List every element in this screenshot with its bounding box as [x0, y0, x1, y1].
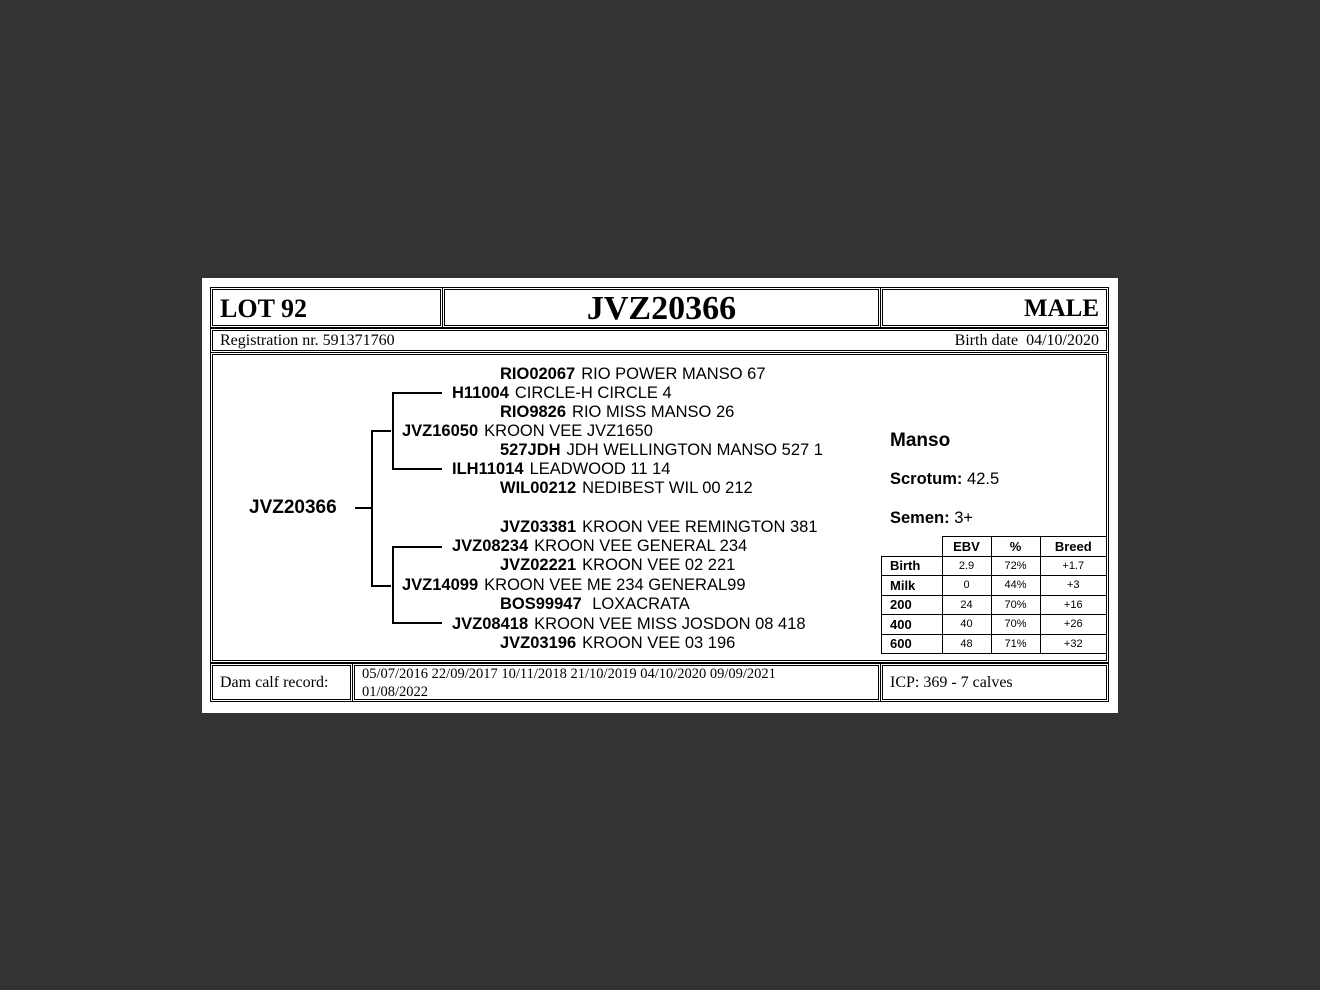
dam-calf-label-box — [210, 663, 353, 702]
pedigree-dam-sire — [452, 537, 747, 556]
ebv-table-header — [882, 537, 1107, 557]
lot-card — [202, 278, 1118, 713]
pedigree-name: KROON VEE GENERAL 234 — [534, 537, 748, 555]
pedigree-trunk-line — [371, 430, 373, 587]
pedigree-dam-dam-sire — [500, 595, 690, 614]
ebv-trait: Birth — [882, 556, 943, 576]
table-row — [882, 615, 1107, 635]
pedigree-name: RIO MISS MANSO 26 — [572, 403, 735, 421]
pedigree-dam-sire-sire — [500, 518, 818, 537]
ebv-value: 0 — [942, 576, 991, 596]
dam-calf-label: Dam calf record: — [220, 674, 329, 691]
pedigree-name: KROON VEE ME 234 GENERAL99 — [484, 576, 746, 594]
pedigree-code: BOS99947 — [500, 595, 582, 613]
pedigree-code: JVZ03196 — [500, 634, 577, 652]
pedigree-dam-dam-connector — [392, 622, 442, 624]
pedigree-sire-sire-dam — [500, 403, 734, 422]
ebv-breed-avg: +26 — [1040, 615, 1107, 635]
ebv-header-ebv: EBV — [942, 537, 991, 557]
ebv-accuracy: 71% — [991, 634, 1040, 654]
ebv-breed-avg: +1.7 — [1040, 556, 1107, 576]
sex-label: MALE — [1024, 295, 1099, 322]
birth-date: Birth date 04/10/2020 — [954, 332, 1099, 349]
pedigree-dam-dam-dam — [500, 634, 735, 653]
icp-value: ICP: 369 - 7 calves — [890, 674, 1013, 691]
pedigree-name: KROON VEE JVZ1650 — [484, 422, 653, 440]
lot-box — [210, 287, 443, 328]
pedigree-name: LOXACRATA — [587, 595, 690, 613]
pedigree-name: RIO POWER MANSO 67 — [581, 365, 766, 383]
semen-value: 3+ — [954, 509, 974, 527]
animal-id-box — [442, 287, 881, 328]
table-row — [882, 634, 1107, 654]
ebv-trait: 600 — [882, 634, 943, 654]
pedigree-name: JDH WELLINGTON MANSO 527 1 — [566, 441, 823, 459]
pedigree-code: 527JDH — [500, 441, 561, 459]
pedigree-code: H11004 — [452, 384, 509, 402]
pedigree-code: JVZ14099 — [402, 576, 479, 594]
semen-grade — [890, 509, 973, 528]
pedigree-sire-sire-connector — [392, 392, 442, 394]
pedigree-name: LEADWOOD 11 14 — [529, 460, 671, 478]
pedigree-dam-dam — [452, 615, 806, 634]
dam-calf-dates-line1: 05/07/2016 22/09/2017 10/11/2018 21/10/2019 04/10/2020 09/09/2021 — [362, 666, 776, 682]
pedigree-code: JVZ16050 — [402, 422, 479, 440]
pedigree-sire-branch-line — [392, 392, 394, 470]
pedigree-dam-sire-connector — [392, 546, 442, 548]
ebv-value: 40 — [942, 615, 991, 635]
ebv-corner-blank — [882, 537, 943, 557]
breed-line: Manso — [890, 430, 951, 451]
pedigree-dam-branch-line — [392, 546, 394, 624]
pedigree-sire-dam-dam — [500, 479, 753, 498]
table-row — [882, 556, 1107, 576]
pedigree-dam-connector — [371, 585, 391, 587]
ebv-accuracy: 70% — [991, 595, 1040, 615]
pedigree-code: RIO9826 — [500, 403, 567, 421]
ebv-value: 48 — [942, 634, 991, 654]
icp-box — [880, 663, 1109, 702]
pedigree-sire — [402, 422, 653, 441]
ebv-accuracy: 44% — [991, 576, 1040, 596]
pedigree-name: KROON VEE MISS JOSDON 08 418 — [534, 615, 806, 633]
ebv-breed-avg: +32 — [1040, 634, 1107, 654]
pedigree-code: WIL00212 — [500, 479, 577, 497]
ebv-breed-avg: +3 — [1040, 576, 1107, 596]
ebv-value: 24 — [942, 595, 991, 615]
pedigree-dam — [402, 576, 746, 595]
pedigree-sire-connector — [371, 430, 391, 432]
ebv-accuracy: 72% — [991, 556, 1040, 576]
pedigree-sire-dam-connector — [392, 468, 442, 470]
pedigree-name: KROON VEE REMINGTON 381 — [582, 518, 818, 536]
scrotum-value: 42.5 — [967, 470, 1000, 488]
pedigree-code: JVZ08234 — [452, 537, 529, 555]
scrotum-measure — [890, 470, 999, 489]
pedigree-name: KROON VEE 03 196 — [582, 634, 736, 652]
pedigree-name: CIRCLE-H CIRCLE 4 — [514, 384, 672, 402]
pedigree-sire-sire — [452, 384, 672, 403]
pedigree-code: JVZ08418 — [452, 615, 529, 633]
lot-number: LOT 92 — [220, 294, 307, 323]
registration-row — [210, 328, 1109, 353]
dam-calf-dates-line2: 01/08/2022 — [362, 684, 429, 700]
dam-calf-dates-box — [352, 663, 881, 702]
ebv-accuracy: 70% — [991, 615, 1040, 635]
ebv-header-breed: Breed — [1040, 537, 1107, 557]
pedigree-code: JVZ02221 — [500, 556, 577, 574]
ebv-table — [881, 536, 1107, 654]
semen-label: Semen: — [890, 509, 950, 527]
pedigree-dam-sire-dam — [500, 556, 735, 575]
ebv-breed-avg: +16 — [1040, 595, 1107, 615]
registration-number: Registration nr. 591371760 — [220, 332, 395, 349]
scrotum-label: Scrotum: — [890, 470, 963, 488]
ebv-trait: Milk — [882, 576, 943, 596]
pedigree-sire-dam-sire — [500, 441, 823, 460]
pedigree-code: ILH11014 — [452, 460, 524, 478]
pedigree-sire-sire-sire — [500, 365, 766, 384]
pedigree-code: JVZ03381 — [500, 518, 577, 536]
pedigree-name: NEDIBEST WIL 00 212 — [582, 479, 753, 497]
animal-id-title: JVZ20366 — [586, 290, 737, 327]
table-row — [882, 576, 1107, 596]
ebv-value: 2.9 — [942, 556, 991, 576]
table-row — [882, 595, 1107, 615]
ebv-trait: 400 — [882, 615, 943, 635]
sex-box — [880, 287, 1109, 328]
ebv-header-pct: % — [991, 537, 1040, 557]
pedigree-sire-dam — [452, 460, 670, 479]
pedigree-name: KROON VEE 02 221 — [582, 556, 736, 574]
pedigree-subject: JVZ20366 — [249, 497, 337, 518]
ebv-trait: 200 — [882, 595, 943, 615]
pedigree-code: RIO02067 — [500, 365, 576, 383]
